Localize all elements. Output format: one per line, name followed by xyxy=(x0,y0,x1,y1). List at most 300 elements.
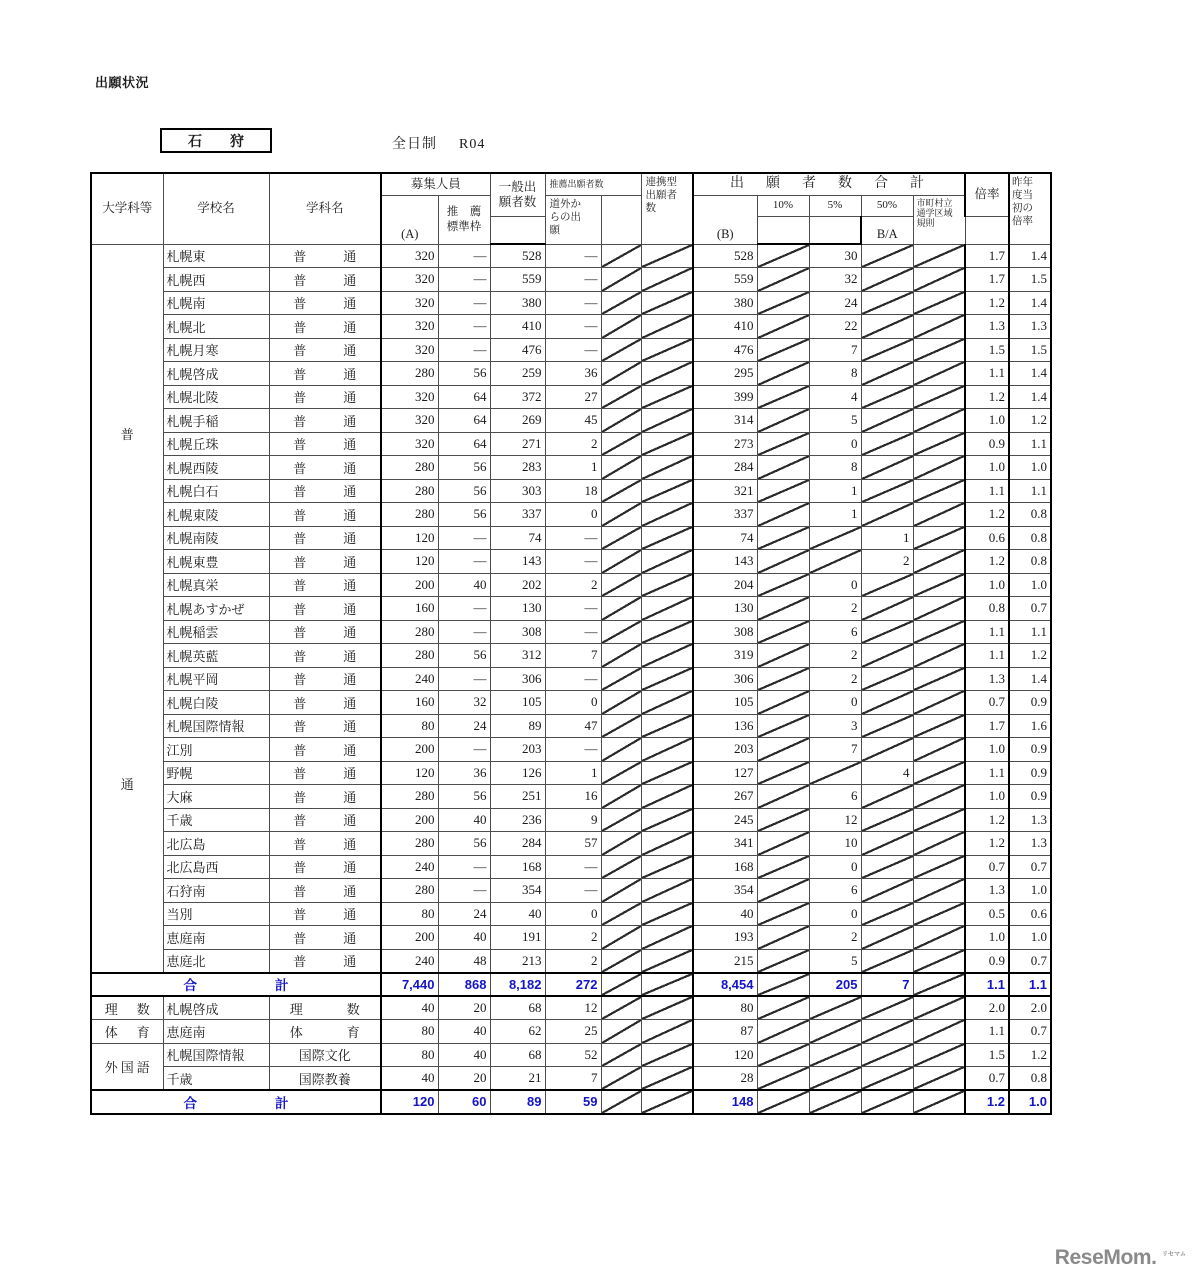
cell-prev-ratio: 0.7 xyxy=(1009,597,1051,621)
cell-quota-a: 280 xyxy=(381,456,438,480)
cell-pct5: 32 xyxy=(809,268,861,292)
cell-municipal xyxy=(913,1020,965,1044)
cell-pct50 xyxy=(861,1067,913,1091)
cell-municipal xyxy=(913,714,965,738)
cell-rec-outside xyxy=(601,738,641,762)
total-label xyxy=(91,973,381,997)
table-row xyxy=(91,667,1051,691)
cell-pct5 xyxy=(809,550,861,574)
cell-rec-outside xyxy=(601,338,641,362)
cell-rec-outside xyxy=(601,362,641,386)
cell-municipal xyxy=(913,1067,965,1091)
cell-general-apps: 21 xyxy=(490,1067,545,1091)
cell-school: 札幌東豊 xyxy=(163,550,269,574)
cell-quota-rec: 56 xyxy=(438,832,490,856)
cell-pct5: 2 xyxy=(809,926,861,950)
cell-municipal xyxy=(913,879,965,903)
th-ratio-ba: B/A xyxy=(861,216,913,244)
cell-quota-a: 200 xyxy=(381,573,438,597)
table-row xyxy=(91,902,1051,926)
th-category: 大学科等 xyxy=(91,173,163,244)
cell-ratio-ba: 1.2 xyxy=(965,550,1009,574)
cell-pct50 xyxy=(861,949,913,973)
watermark-ruby: リセマム xyxy=(1162,1252,1186,1258)
cell-rec-apps: 0 xyxy=(545,902,601,926)
table-row xyxy=(91,808,1051,832)
cell-quota-a: 280 xyxy=(381,832,438,856)
cell-municipal xyxy=(913,291,965,315)
cell-prev-ratio: 1.4 xyxy=(1009,667,1051,691)
cell-general-apps: 202 xyxy=(490,573,545,597)
cell-pct5: 6 xyxy=(809,620,861,644)
cell-general-apps: 284 xyxy=(490,832,545,856)
cell-linked-apps xyxy=(641,926,693,950)
cell-ratio-ba: 1.0 xyxy=(965,738,1009,762)
other-total-row xyxy=(91,1090,1051,1114)
cell-school: 札幌北 xyxy=(163,315,269,339)
cell-municipal xyxy=(913,808,965,832)
cell-quota-a: 120 xyxy=(381,550,438,574)
cell-department: 普 通 xyxy=(269,926,381,950)
total-general: 8,182 xyxy=(490,973,545,997)
cell-pct50: 2 xyxy=(861,550,913,574)
table-row xyxy=(91,362,1051,386)
cell-school: 札幌国際情報 xyxy=(163,714,269,738)
cell-department: 普 通 xyxy=(269,832,381,856)
category-futsu xyxy=(91,244,163,973)
cell-department: 普 通 xyxy=(269,550,381,574)
cell-ratio-ba: 1.5 xyxy=(965,338,1009,362)
cell-pct5: 22 xyxy=(809,315,861,339)
cell-total-b: 105 xyxy=(693,691,757,715)
total-general: 89 xyxy=(490,1090,545,1114)
cell-rec-apps: — xyxy=(545,526,601,550)
cell-general-apps: 380 xyxy=(490,291,545,315)
cell-ratio-ba: 1.0 xyxy=(965,926,1009,950)
cell-quota-a: 320 xyxy=(381,409,438,433)
cell-linked-apps xyxy=(641,761,693,785)
cell-rec-outside xyxy=(601,714,641,738)
cell-department: 普 通 xyxy=(269,362,381,386)
table-row xyxy=(91,926,1051,950)
table-row xyxy=(91,855,1051,879)
cell-linked-apps xyxy=(641,526,693,550)
cell-rec-outside xyxy=(601,620,641,644)
cell-rec-outside xyxy=(601,926,641,950)
cell-pct10 xyxy=(757,949,809,973)
cell-pct5: 2 xyxy=(809,644,861,668)
th-general-apps-l1: 一般出 xyxy=(498,180,537,194)
cell-pct10 xyxy=(757,244,809,268)
cell-ratio-ba: 0.7 xyxy=(965,855,1009,879)
cell-rec-apps: — xyxy=(545,879,601,903)
total-label xyxy=(91,1090,381,1114)
table-row xyxy=(91,268,1051,292)
cell-ratio-ba: 0.8 xyxy=(965,597,1009,621)
cell-prev-ratio: 1.0 xyxy=(1009,573,1051,597)
cell-pct50 xyxy=(861,738,913,762)
cell-ratio-ba: 1.1 xyxy=(965,644,1009,668)
cell-quota-a: 200 xyxy=(381,808,438,832)
cell-quota-rec: — xyxy=(438,620,490,644)
cell-ratio-ba: 0.7 xyxy=(965,1067,1009,1091)
cell-quota-rec: — xyxy=(438,244,490,268)
cell-municipal xyxy=(913,785,965,809)
cell-prev-ratio: 0.9 xyxy=(1009,761,1051,785)
cell-general-apps: 68 xyxy=(490,996,545,1020)
cell-prev-ratio: 1.5 xyxy=(1009,268,1051,292)
cell-department: 普 通 xyxy=(269,409,381,433)
cell-general-apps: 312 xyxy=(490,644,545,668)
cell-general-apps: 168 xyxy=(490,855,545,879)
cell-ratio-ba: 0.9 xyxy=(965,949,1009,973)
th-rec-outside: 道外か らの出 願 xyxy=(545,195,601,244)
cell-rec-outside xyxy=(601,573,641,597)
cell-municipal xyxy=(913,761,965,785)
cell-school: 札幌あすかぜ xyxy=(163,597,269,621)
th-municipal-rule: 市町村立 通学区域 規則 xyxy=(913,195,965,244)
table-row xyxy=(91,456,1051,480)
cell-total-b: 267 xyxy=(693,785,757,809)
cell-rec-apps: 2 xyxy=(545,926,601,950)
cell-pct10 xyxy=(757,268,809,292)
cell-municipal xyxy=(913,597,965,621)
cell-total-b: 295 xyxy=(693,362,757,386)
cell-municipal xyxy=(913,503,965,527)
cell-department: 普 通 xyxy=(269,479,381,503)
cell-prev-ratio: 1.4 xyxy=(1009,291,1051,315)
cell-ratio-ba: 1.7 xyxy=(965,268,1009,292)
cell-department: 普 通 xyxy=(269,879,381,903)
cell-quota-a: 160 xyxy=(381,691,438,715)
total-prev-ratio: 1.0 xyxy=(1009,1090,1051,1114)
cell-municipal xyxy=(913,996,965,1020)
table-row xyxy=(91,338,1051,362)
cell-quota-rec: 64 xyxy=(438,432,490,456)
cell-department: 普 通 xyxy=(269,456,381,480)
cell-department: 普 通 xyxy=(269,949,381,973)
table-row xyxy=(91,315,1051,339)
cell-pct10 xyxy=(757,456,809,480)
cell-quota-rec: — xyxy=(438,597,490,621)
cell-ratio-ba: 1.3 xyxy=(965,879,1009,903)
cell-department: 普 通 xyxy=(269,432,381,456)
cell-pct50 xyxy=(861,291,913,315)
cell-rec-apps: 12 xyxy=(545,996,601,1020)
cell-pct5: 4 xyxy=(809,385,861,409)
cell-rec-apps: — xyxy=(545,667,601,691)
cell-ratio-ba: 1.2 xyxy=(965,808,1009,832)
cell-department: 普 通 xyxy=(269,268,381,292)
th-linked-apps: 連携型 出願者 数 xyxy=(641,173,693,244)
cell-category-gaikokugo: 外国語 xyxy=(91,1043,163,1090)
cell-quota-a: 280 xyxy=(381,785,438,809)
cell-linked-apps xyxy=(641,714,693,738)
th-school: 学校名 xyxy=(163,173,269,244)
cell-quota-a: 280 xyxy=(381,503,438,527)
cell-quota-rec: 20 xyxy=(438,1067,490,1091)
cell-total-b: 120 xyxy=(693,1043,757,1067)
cell-quota-rec: — xyxy=(438,291,490,315)
cell-ratio-ba: 1.7 xyxy=(965,714,1009,738)
table-row xyxy=(91,691,1051,715)
cell-rec-apps: 1 xyxy=(545,761,601,785)
cell-school: 札幌白陵 xyxy=(163,691,269,715)
cell-rec-apps: — xyxy=(545,620,601,644)
th-ratio-group: 倍率 xyxy=(965,173,1009,216)
cell-ratio-ba: 1.3 xyxy=(965,667,1009,691)
cell-ratio-ba: 1.5 xyxy=(965,1043,1009,1067)
cell-school: 札幌南 xyxy=(163,291,269,315)
cell-pct50 xyxy=(861,808,913,832)
cell-quota-a: 320 xyxy=(381,385,438,409)
cell-pct50 xyxy=(861,1043,913,1067)
cell-rec-outside xyxy=(601,667,641,691)
cell-total-b: 354 xyxy=(693,879,757,903)
cell-school: 札幌白石 xyxy=(163,479,269,503)
cell-quota-rec: 24 xyxy=(438,902,490,926)
cell-quota-rec: — xyxy=(438,315,490,339)
cell-rec-apps: 0 xyxy=(545,503,601,527)
cell-linked-apps xyxy=(641,1067,693,1091)
total-linked xyxy=(641,973,693,997)
cell-quota-rec: 56 xyxy=(438,362,490,386)
cell-general-apps: 89 xyxy=(490,714,545,738)
cell-general-apps: 259 xyxy=(490,362,545,386)
cell-total-b: 193 xyxy=(693,926,757,950)
cell-quota-a: 240 xyxy=(381,667,438,691)
resemom-watermark xyxy=(1055,1246,1186,1270)
cell-department: 普 通 xyxy=(269,902,381,926)
cell-pct50 xyxy=(861,244,913,268)
cell-school: 札幌英藍 xyxy=(163,644,269,668)
cell-school: 札幌西 xyxy=(163,268,269,292)
cell-department: 普 通 xyxy=(269,385,381,409)
cell-quota-a: 320 xyxy=(381,291,438,315)
cell-total-b: 399 xyxy=(693,385,757,409)
cell-linked-apps xyxy=(641,808,693,832)
cell-pct5: 8 xyxy=(809,362,861,386)
table-row xyxy=(91,1020,1051,1044)
cell-pct10 xyxy=(757,338,809,362)
cell-school: 江別 xyxy=(163,738,269,762)
cell-general-apps: 354 xyxy=(490,879,545,903)
cell-ratio-ba: 0.5 xyxy=(965,902,1009,926)
cell-pct50 xyxy=(861,644,913,668)
cell-general-apps: 269 xyxy=(490,409,545,433)
cell-linked-apps xyxy=(641,832,693,856)
cell-general-apps: 62 xyxy=(490,1020,545,1044)
cell-prev-ratio: 1.0 xyxy=(1009,879,1051,903)
total-pct50: 7 xyxy=(861,973,913,997)
cell-school: 大麻 xyxy=(163,785,269,809)
cell-pct10 xyxy=(757,597,809,621)
cell-rec-outside xyxy=(601,315,641,339)
cell-prev-ratio: 1.0 xyxy=(1009,926,1051,950)
cell-rec-outside xyxy=(601,456,641,480)
cell-municipal xyxy=(913,268,965,292)
th-pct10: 10% xyxy=(757,195,809,216)
cell-quota-a: 320 xyxy=(381,432,438,456)
cell-department: 国際文化 xyxy=(269,1043,381,1067)
cell-pct10 xyxy=(757,385,809,409)
cell-quota-rec: — xyxy=(438,338,490,362)
cell-pct10 xyxy=(757,432,809,456)
cell-quota-a: 80 xyxy=(381,1020,438,1044)
cell-rec-apps: — xyxy=(545,550,601,574)
cell-pct10 xyxy=(757,1020,809,1044)
cell-pct50 xyxy=(861,902,913,926)
cell-department: 国際教養 xyxy=(269,1067,381,1091)
cell-linked-apps xyxy=(641,1020,693,1044)
total-prev-ratio: 1.1 xyxy=(1009,973,1051,997)
cell-rec-outside xyxy=(601,409,641,433)
cell-total-b: 410 xyxy=(693,315,757,339)
cell-linked-apps xyxy=(641,1043,693,1067)
cell-pct5 xyxy=(809,761,861,785)
cell-school: 札幌丘珠 xyxy=(163,432,269,456)
cell-rec-outside xyxy=(601,879,641,903)
total-rec: 272 xyxy=(545,973,601,997)
cell-rec-apps: 52 xyxy=(545,1043,601,1067)
cell-quota-a: 280 xyxy=(381,879,438,903)
cell-general-apps: 303 xyxy=(490,479,545,503)
cell-pct5 xyxy=(809,526,861,550)
cell-total-b: 40 xyxy=(693,902,757,926)
cell-school: 恵庭南 xyxy=(163,926,269,950)
cell-rec-outside xyxy=(601,808,641,832)
cell-rec-outside xyxy=(601,268,641,292)
th-pct50-spacer xyxy=(809,216,861,244)
cell-quota-a: 120 xyxy=(381,526,438,550)
cell-pct10 xyxy=(757,808,809,832)
cell-pct50 xyxy=(861,362,913,386)
cell-department: 普 通 xyxy=(269,338,381,362)
cell-municipal xyxy=(913,644,965,668)
total-linked xyxy=(641,1090,693,1114)
cell-total-b: 321 xyxy=(693,479,757,503)
cell-pct5: 12 xyxy=(809,808,861,832)
cell-prev-ratio: 1.6 xyxy=(1009,714,1051,738)
cell-pct10 xyxy=(757,550,809,574)
cell-total-b: 127 xyxy=(693,761,757,785)
total-pct5 xyxy=(809,1090,861,1114)
cell-quota-a: 320 xyxy=(381,244,438,268)
cell-pct10 xyxy=(757,691,809,715)
cell-municipal xyxy=(913,432,965,456)
cell-department: 普 通 xyxy=(269,738,381,762)
table-row xyxy=(91,550,1051,574)
cell-prev-ratio: 1.2 xyxy=(1009,1043,1051,1067)
cell-quota-a: 240 xyxy=(381,855,438,879)
cell-pct50 xyxy=(861,268,913,292)
cell-school: 札幌東陵 xyxy=(163,503,269,527)
cell-school: 札幌南陵 xyxy=(163,526,269,550)
cell-total-b: 87 xyxy=(693,1020,757,1044)
cell-general-apps: 68 xyxy=(490,1043,545,1067)
year-label: R04 xyxy=(459,137,486,152)
cell-rec-outside xyxy=(601,761,641,785)
total-label-a: 合 xyxy=(183,1095,197,1111)
cell-pct5 xyxy=(809,1043,861,1067)
table-row xyxy=(91,644,1051,668)
table-row xyxy=(91,785,1051,809)
cell-quota-a: 40 xyxy=(381,996,438,1020)
cell-pct50 xyxy=(861,620,913,644)
table-row xyxy=(91,1067,1051,1091)
cell-municipal xyxy=(913,338,965,362)
page-title: 出願状況 xyxy=(95,75,150,90)
cell-ratio-ba: 1.1 xyxy=(965,362,1009,386)
cell-general-apps: 74 xyxy=(490,526,545,550)
cell-rec-apps: 2 xyxy=(545,432,601,456)
cell-pct10 xyxy=(757,879,809,903)
cell-pct50 xyxy=(861,409,913,433)
cell-pct5: 0 xyxy=(809,432,861,456)
cell-quota-rec: 40 xyxy=(438,926,490,950)
cell-rec-apps: 2 xyxy=(545,573,601,597)
cell-municipal xyxy=(913,244,965,268)
cell-linked-apps xyxy=(641,996,693,1020)
cell-total-b: 204 xyxy=(693,573,757,597)
cell-pct50 xyxy=(861,879,913,903)
th-total-b: (B) xyxy=(693,195,757,244)
cell-linked-apps xyxy=(641,691,693,715)
cell-school: 石狩南 xyxy=(163,879,269,903)
cell-municipal xyxy=(913,315,965,339)
table-header xyxy=(91,173,1051,244)
cell-general-apps: 191 xyxy=(490,926,545,950)
cell-department: 普 通 xyxy=(269,597,381,621)
cell-municipal xyxy=(913,855,965,879)
cell-ratio-ba: 0.7 xyxy=(965,691,1009,715)
cell-pct5: 7 xyxy=(809,338,861,362)
cell-total-b: 284 xyxy=(693,456,757,480)
cell-quota-a: 160 xyxy=(381,597,438,621)
cell-linked-apps xyxy=(641,244,693,268)
cell-department: 普 通 xyxy=(269,855,381,879)
cell-pct10 xyxy=(757,667,809,691)
cell-municipal xyxy=(913,1043,965,1067)
cell-quota-rec: 24 xyxy=(438,714,490,738)
cell-municipal xyxy=(913,738,965,762)
cell-quota-rec: 20 xyxy=(438,996,490,1020)
cell-pct10 xyxy=(757,644,809,668)
cell-prev-ratio: 0.6 xyxy=(1009,902,1051,926)
cell-quota-rec: — xyxy=(438,526,490,550)
cell-prev-ratio: 1.1 xyxy=(1009,620,1051,644)
cell-linked-apps xyxy=(641,385,693,409)
cell-linked-apps xyxy=(641,338,693,362)
cell-prev-ratio: 1.2 xyxy=(1009,644,1051,668)
th-pct5-spacer xyxy=(757,216,809,244)
table-row xyxy=(91,291,1051,315)
cell-ratio-ba: 2.0 xyxy=(965,996,1009,1020)
cell-total-b: 28 xyxy=(693,1067,757,1091)
cell-pct5: 1 xyxy=(809,479,861,503)
cell-ratio-ba: 1.2 xyxy=(965,503,1009,527)
cell-quota-rec: 40 xyxy=(438,808,490,832)
cell-ratio-ba: 1.0 xyxy=(965,409,1009,433)
cell-general-apps: 203 xyxy=(490,738,545,762)
cell-quota-rec: 40 xyxy=(438,573,490,597)
total-quota-rec: 60 xyxy=(438,1090,490,1114)
cell-prev-ratio: 0.8 xyxy=(1009,1067,1051,1091)
cell-quota-rec: — xyxy=(438,738,490,762)
cell-pct50: 1 xyxy=(861,526,913,550)
cell-linked-apps xyxy=(641,573,693,597)
cell-municipal xyxy=(913,526,965,550)
